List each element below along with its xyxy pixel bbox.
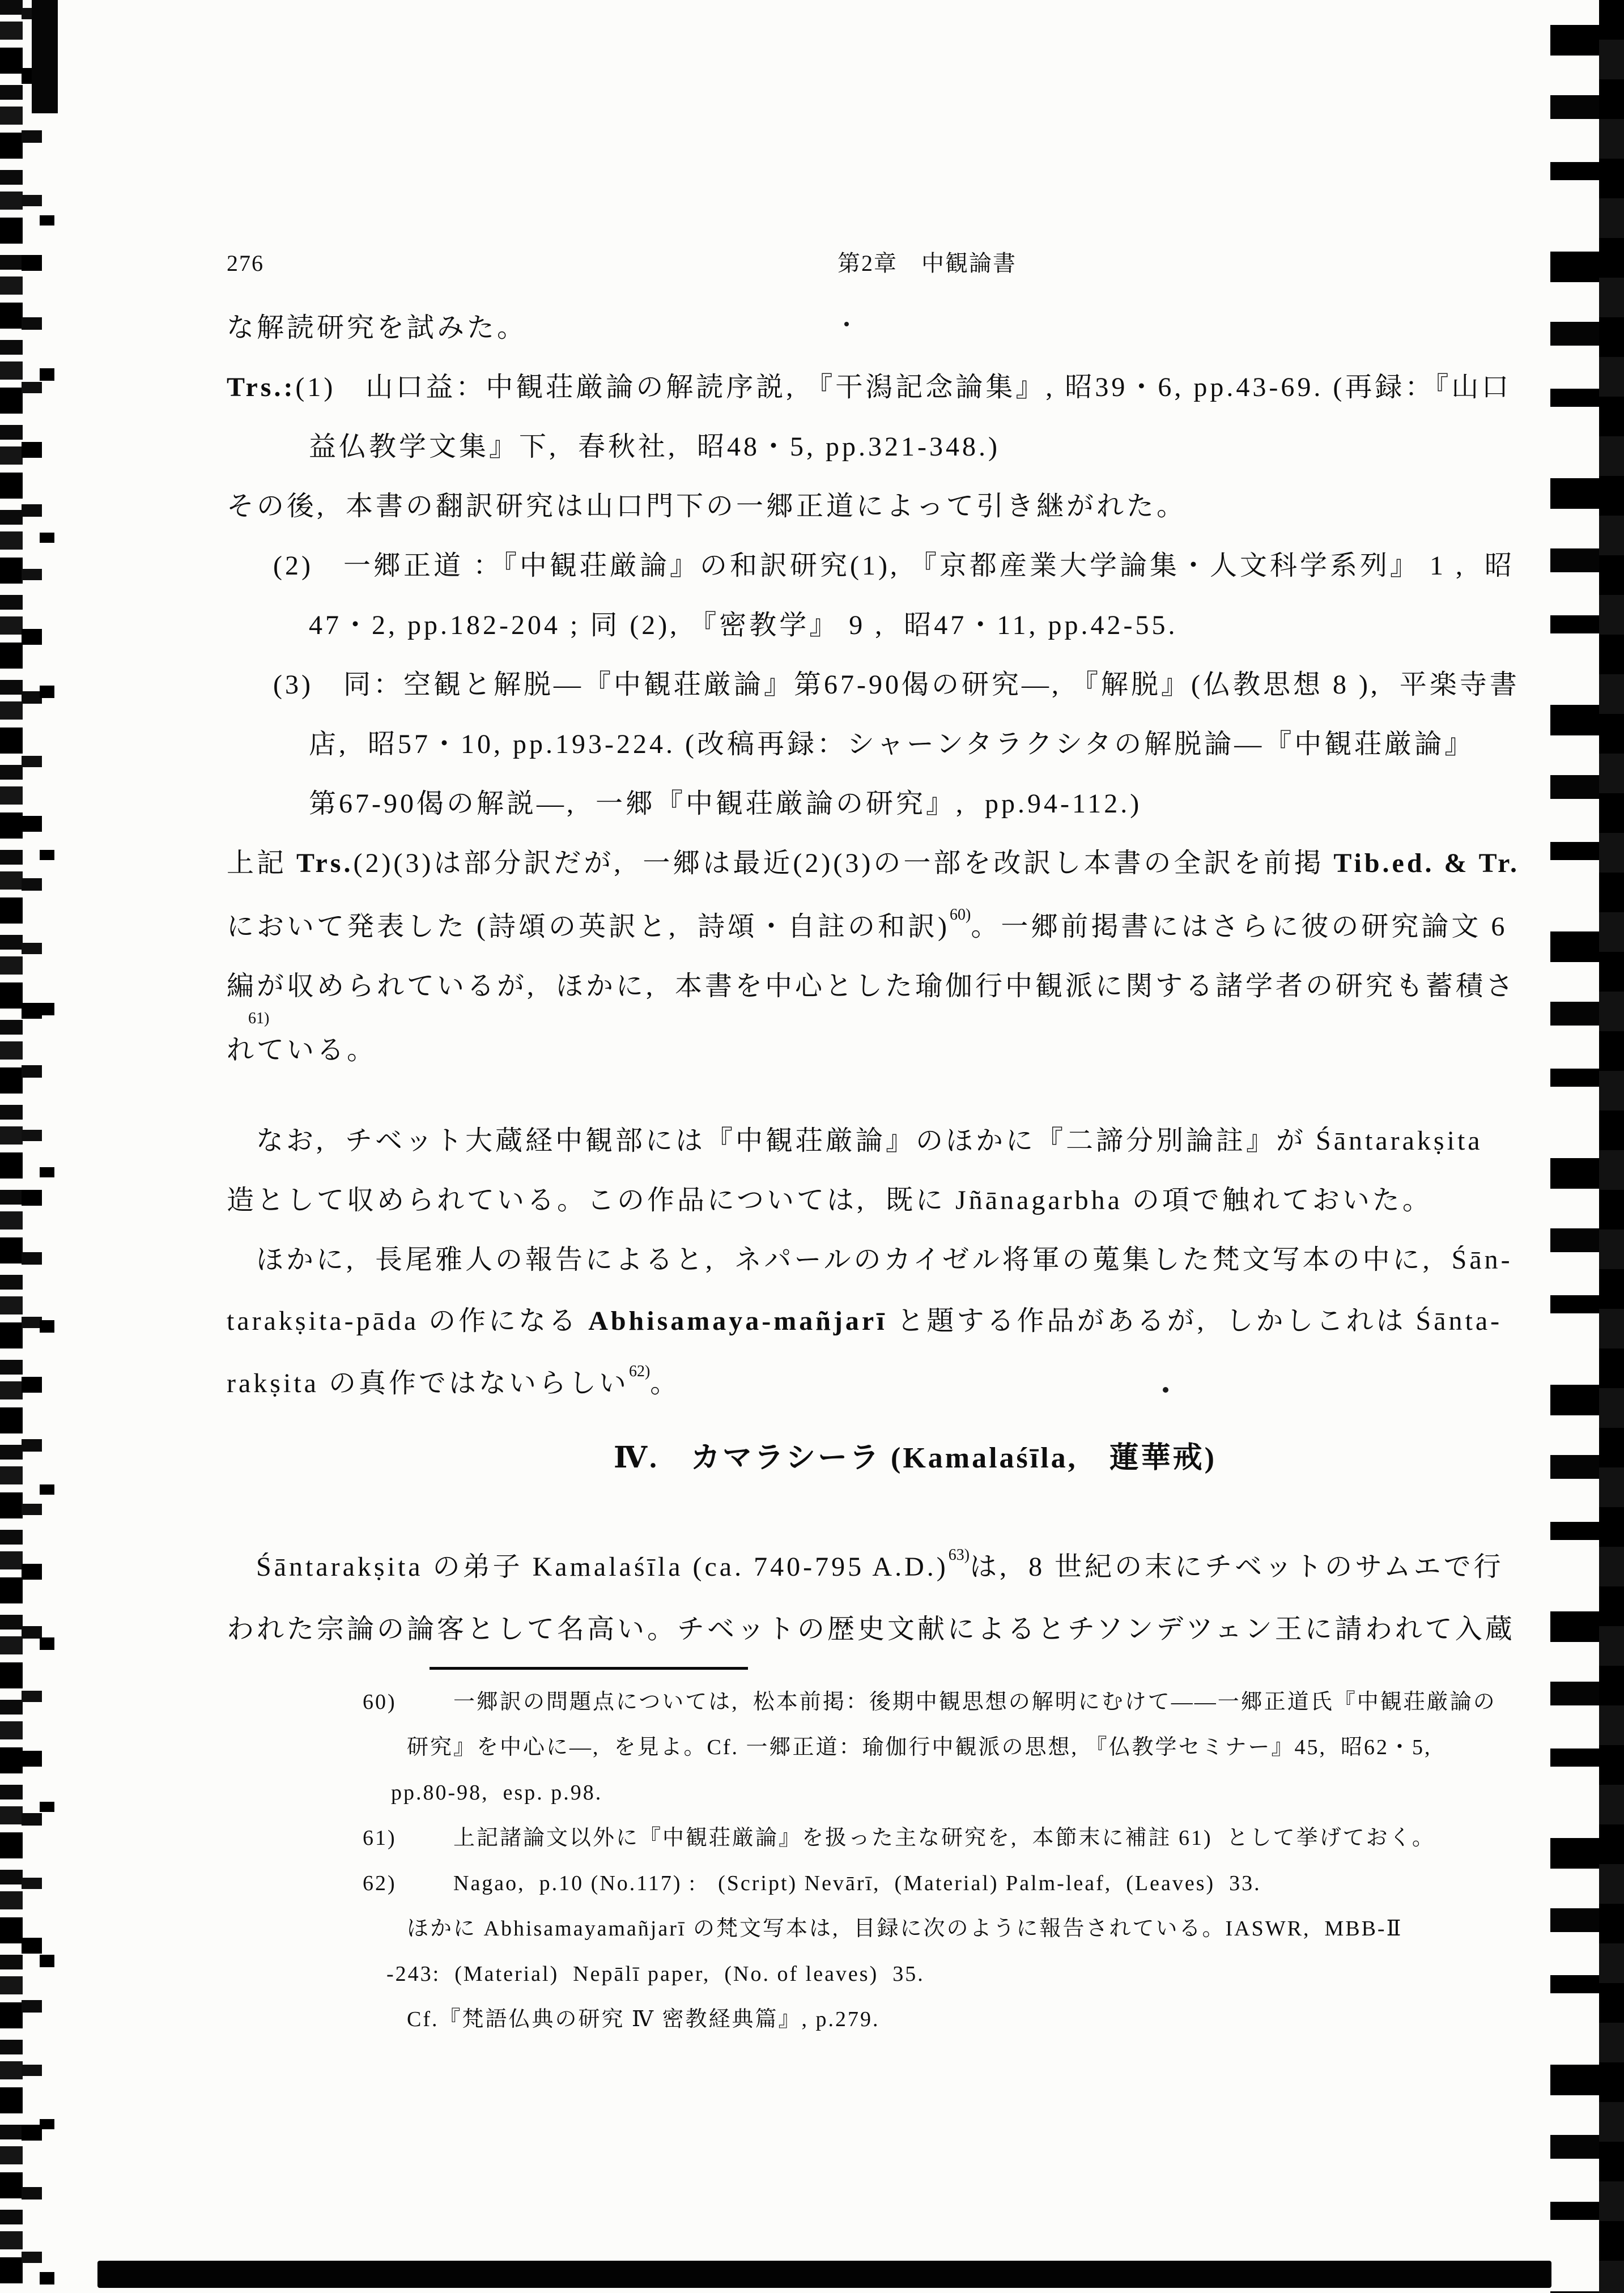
body-line-11-a: において発表した (詩頌の英訳と, 詩頌・自註の和訳) <box>227 912 950 942</box>
section-heading: Ⅳ. カマラシーラ (Kamalaśīla, 蓮華戒) <box>614 1442 1217 1474</box>
body-line-18 <box>227 1363 681 1398</box>
body-line-10-a: 上記 <box>227 848 297 878</box>
body-line-11 <box>227 906 1508 942</box>
body-line-14: なお, チベット大蔵経中観部には『中観荘厳論』のほかに『二諦分別論註』が Śāntarakṣita <box>256 1126 1483 1156</box>
footnote-60-line-3: pp.80-98, esp. p.98. <box>391 1781 603 1805</box>
footnote-62-label: 62) <box>363 1871 397 1895</box>
tibed-tr-bold: Tib.ed. & Tr. <box>1333 848 1520 878</box>
body-line-20-a: Śāntarakṣita の弟子 Kamalaśīla (ca. 740-795 A.D.) <box>256 1552 949 1582</box>
body-line-18-a: rakṣita の真作ではないらしい <box>227 1368 629 1398</box>
body-line-20 <box>256 1546 1504 1582</box>
body-line-10-c: (2)(3)は部分訳だが, 一郷は最近(2)(3)の一部を改訳し本書の全訳を前掲 <box>353 848 1334 878</box>
body-line-12: 編が収められているが, ほかに, 本書を中心とした瑜伽行中観派に関する諸学者の研究も蓄積さ <box>227 971 1516 1001</box>
body-line-17-c: と題する作品があるが, しかしこれは Śānta- <box>887 1306 1503 1336</box>
body-line-17 <box>227 1308 1502 1335</box>
footnote-ref-63: 63) <box>948 1546 970 1564</box>
footnote-62-line-4: Cf.『梵語仏典の研究 Ⅳ 密教経典篇』, p.279. <box>407 2007 880 2031</box>
scan-noise-left-band-3 <box>40 0 54 2293</box>
scan-speck-1 <box>844 322 849 326</box>
footnote-62-line-3: -243: (Material) Nepālī paper, (No. of leaves) 35. <box>386 1962 925 1986</box>
footnote-62-line-2: ほかに Abhisamayamañjarī の梵文写本は, 目録に次のように報告されている。IASWR, MBB-Ⅱ <box>407 1917 1403 1941</box>
scan-noise-left-band-1 <box>0 0 23 2293</box>
footnote-60-line-2: 研究』を中心に―, を見よ。Cf. 一郷正道：瑜伽行中観派の思想, 『仏教学セミナー』45, 昭62・5, <box>407 1735 1432 1759</box>
body-line-03: 益仏教学文集』下, 春秋社, 昭48・5, pp.321-348.) <box>309 432 1000 462</box>
body-line-02-text: (1) 山口益：中観荘厳論の解読序説, 『干潟記念論集』, 昭39・6, pp.43-69. (再録：『山口 <box>295 372 1512 402</box>
body-line-20-b: は, 8 世紀の末にチベットのサムエで行 <box>970 1552 1504 1582</box>
abhisamaya-manjari-bold: Abhisamaya-mañjarī <box>588 1306 887 1336</box>
page-number: 276 <box>227 250 264 276</box>
body-line-21: われた宗論の論客として名高い。チベットの歴史文献によるとチソンデツェン王に請われて入蔵 <box>227 1614 1515 1644</box>
footnote-61-line-1: 上記諸論文以外に『中観荘厳論』を扱った主な研究を, 本節末に補註 61) として挙げておく。 <box>453 1826 1435 1850</box>
body-line-11-b: 。一郷前掲書にはさらに彼の研究論文 6 <box>971 912 1508 942</box>
footnote-separator <box>430 1667 748 1670</box>
running-header: 第2章 中観論書 <box>837 250 1017 276</box>
trs-ref-bold: Trs. <box>296 848 354 878</box>
body-line-01: な解読研究を試みた。 <box>227 313 528 343</box>
body-line-10 <box>227 850 1520 877</box>
footnote-61-label: 61) <box>363 1826 397 1850</box>
footnote-60-line-1: 一郷訳の問題点については, 松本前掲：後期中観思想の解明にむけて——一郷正道氏『中観荘厳論の <box>453 1690 1497 1714</box>
body-line-18-b: 。 <box>650 1368 681 1398</box>
scan-noise-bottom-bar <box>97 2261 1551 2288</box>
footnote-ref-61: 61) <box>248 1010 270 1027</box>
body-line-16: ほかに, 長尾雅人の報告によると, ネパールのカイゼル将軍の蒐集した梵文写本の中に, Śān- <box>256 1245 1513 1275</box>
body-line-06: 47・2, pp.182-204 ; 同 (2), 『密教学』 9 , 昭47・11, pp.42-55. <box>309 610 1178 640</box>
footnote-60-label: 60) <box>363 1690 397 1714</box>
scan-noise-left-band-2 <box>22 0 42 2293</box>
body-line-15: 造として収められている。この作品については, 既に Jñānagarbha の項で触れておいた。 <box>227 1185 1432 1215</box>
body-line-05: (2) 一郷正道 ：『中観荘厳論』の和訳研究(1), 『京都産業大学論集・人文科学系列』 1 , 昭 <box>273 551 1515 581</box>
trs-label: Trs.: <box>227 372 296 402</box>
body-line-07: (3) 同：空観と解脱―『中観荘厳論』第67-90偈の研究―, 『解脱』(仏教思想 8 ), 平楽寺書 <box>273 670 1520 700</box>
body-line-04: その後, 本書の翻訳研究は山口門下の一郷正道によって引き継がれた。 <box>227 491 1187 521</box>
scan-speck-2 <box>1163 1387 1168 1393</box>
body-line-13: れている。 <box>227 1035 377 1065</box>
body-line-17-a: tarakṣita-pāda の作になる <box>227 1306 589 1336</box>
footnote-ref-62: 62) <box>628 1363 651 1380</box>
footnote-ref-60: 60) <box>949 906 971 924</box>
body-line-09: 第67-90偈の解説―, 一郷『中観荘厳論の研究』, pp.94-112.) <box>309 789 1142 819</box>
scan-noise-right-bar <box>1599 0 1624 2293</box>
footnote-62-line-1: Nagao, p.10 (No.117) : (Script) Nevārī, (Material) Palm-leaf, (Leaves) 33. <box>453 1871 1261 1895</box>
body-line-08: 店, 昭57・10, pp.193-224. (改稿再録：シャーンタラクシタの解脱論―『中観荘厳論』 <box>309 729 1475 759</box>
scan-noise-top-left-blob <box>32 0 58 113</box>
body-line-02 <box>227 374 1511 401</box>
scan-noise-right-blobs <box>1550 0 1602 2293</box>
